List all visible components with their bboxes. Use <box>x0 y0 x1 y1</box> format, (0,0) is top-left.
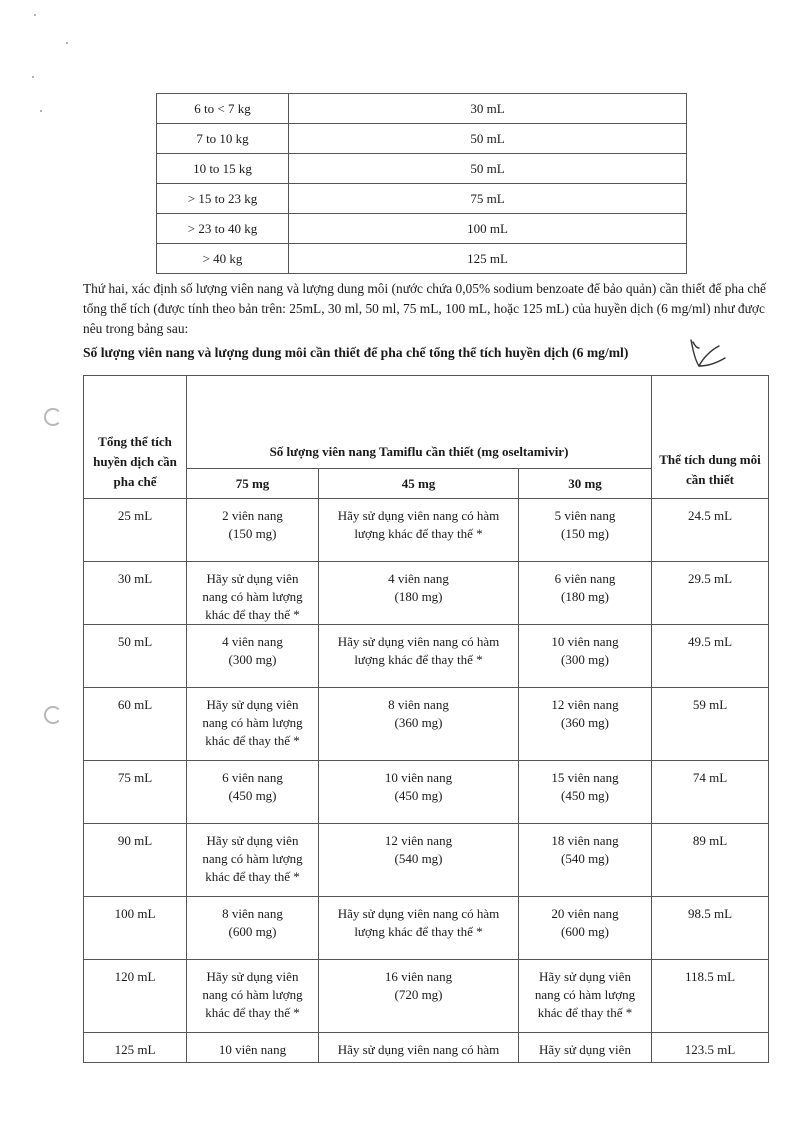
scan-speck <box>32 76 34 78</box>
capsule-count: Hãy sử dụng viên nang có hàm lượng khác để thay thế * <box>337 508 500 541</box>
capsule-cell-30mg <box>519 688 652 761</box>
capsule-cell-30mg <box>519 625 652 688</box>
weight-row <box>157 94 687 124</box>
capsule-count: 16 viên nang <box>384 969 453 984</box>
solvent-volume-cell: 74 mL <box>652 761 769 824</box>
capsule-count: 15 viên nang <box>551 770 619 785</box>
weight-row <box>157 124 687 154</box>
dosing-row <box>84 499 769 562</box>
dosing-row <box>84 1033 769 1063</box>
total-volume-cell: 75 mL <box>84 761 187 824</box>
scan-speck <box>66 42 68 44</box>
scan-speck <box>34 14 36 16</box>
capsule-dose: (540 mg) <box>394 851 443 866</box>
capsule-cell-75mg <box>187 761 319 824</box>
capsule-count: Hãy sử dụng viên nang có hàm lượng khác để thay thế * <box>337 634 500 667</box>
capsule-count: 8 viên nang <box>388 697 449 712</box>
weight-cell: > 40 kg <box>157 244 289 274</box>
capsule-dose: (360 mg) <box>394 715 443 730</box>
volume-cell: 50 mL <box>289 154 687 184</box>
scan-speck <box>40 110 42 112</box>
capsule-cell-75mg <box>187 897 319 960</box>
capsule-count: 6 viên nang <box>554 571 616 586</box>
weight-cell: 7 to 10 kg <box>157 124 289 154</box>
capsule-cell-30mg <box>519 499 652 562</box>
capsule-dose: (540 mg) <box>560 851 610 866</box>
volume-cell: 100 mL <box>289 214 687 244</box>
capsule-cell-75mg <box>187 499 319 562</box>
volume-cell: 50 mL <box>289 124 687 154</box>
capsule-cell-45mg <box>319 897 519 960</box>
capsule-count: 8 viên nang <box>222 906 283 921</box>
capsule-count: 18 viên nang <box>551 833 619 848</box>
header-solvent-volume: Thể tích dung môi cần thiết <box>652 376 769 499</box>
dosing-row <box>84 960 769 1033</box>
capsule-dose: (720 mg) <box>394 987 443 1002</box>
capsule-cell-45mg <box>319 688 519 761</box>
capsule-dose: (300 mg) <box>228 652 277 667</box>
capsule-dose: (450 mg) <box>560 788 610 803</box>
capsule-count: Hãy sử dụng viên nang có hàm lượng khác để thay thế * <box>534 969 636 1020</box>
solvent-volume-cell: 49.5 mL <box>652 625 769 688</box>
capsule-dose: (360 mg) <box>560 715 610 730</box>
capsule-dose: (150 mg) <box>228 526 277 541</box>
punch-hole <box>44 706 62 724</box>
volume-cell: 125 mL <box>289 244 687 274</box>
capsule-count: 20 viên nang <box>551 906 619 921</box>
capsule-count: Hãy sử dụng viên nang có hàm lượng khác để thay thế * <box>202 697 303 748</box>
capsule-count: Hãy sử dụng viên nang có hàm lượng khác để thay thế * <box>337 906 500 939</box>
solvent-volume-cell: 118.5 mL <box>652 960 769 1033</box>
capsule-count: Hãy sử dụng viên nang có hàm lượng khác để thay thế * <box>202 571 303 622</box>
capsule-dose: (150 mg) <box>560 526 610 541</box>
total-volume-cell: 120 mL <box>84 960 187 1033</box>
solvent-volume-cell: 29.5 mL <box>652 562 769 625</box>
capsule-count: Hãy sử dụng viên nang có hàm lượng khác để thay thế * <box>202 833 303 884</box>
total-volume-cell: 25 mL <box>84 499 187 562</box>
capsule-dose: (450 mg) <box>394 788 443 803</box>
capsule-count: Hãy sử dụng viên <box>539 1042 631 1057</box>
capsule-count: 10 viên nang <box>384 770 453 785</box>
capsule-cell-45mg <box>319 824 519 897</box>
capsule-cell-75mg <box>187 960 319 1033</box>
volume-cell: 75 mL <box>289 184 687 214</box>
solvent-volume-cell: 123.5 mL <box>652 1033 769 1063</box>
capsule-dose: (180 mg) <box>560 589 610 604</box>
capsule-count: Hãy sử dụng viên nang có hàm <box>337 1042 500 1057</box>
punch-hole <box>44 408 62 426</box>
header-capsules: Số lượng viên nang Tamiflu cần thiết (mg oseltamivir) <box>187 376 652 469</box>
instruction-paragraph: Thứ hai, xác định số lượng viên nang và lượng dung môi (nước chứa 0,05% sodium benzoate để bảo quản) cần thiết để pha chế tổng thể tích (được tính theo bản trên: 25mL, 30 ml, 50 ml, 75 mL, 100 mL, hoặc 125 mL) của huyền dịch (6 mg/ml) như được nêu trong bảng sau: <box>83 281 766 336</box>
weight-cell: 10 to 15 kg <box>157 154 289 184</box>
capsule-count: 10 viên nang <box>551 634 619 649</box>
dosing-row <box>84 824 769 897</box>
weight-row <box>157 154 687 184</box>
dosing-row <box>84 688 769 761</box>
solvent-volume-cell: 24.5 mL <box>652 499 769 562</box>
total-volume-cell: 50 mL <box>84 625 187 688</box>
capsule-count: 2 viên nang <box>222 508 283 523</box>
solvent-volume-cell: 98.5 mL <box>652 897 769 960</box>
capsule-cell-75mg <box>187 625 319 688</box>
weight-row <box>157 214 687 244</box>
handwritten-initial <box>685 336 729 374</box>
total-volume-cell: 100 mL <box>84 897 187 960</box>
capsule-count: Hãy sử dụng viên nang có hàm lượng khác để thay thế * <box>202 969 303 1020</box>
capsule-cell-30mg <box>519 761 652 824</box>
weight-cell: 6 to < 7 kg <box>157 94 289 124</box>
capsule-cell-45mg <box>319 960 519 1033</box>
weight-cell: > 23 to 40 kg <box>157 214 289 244</box>
capsule-count: 12 viên nang <box>384 833 453 848</box>
total-volume-cell: 30 mL <box>84 562 187 625</box>
capsule-count: 5 viên nang <box>554 508 616 523</box>
capsule-dose: (450 mg) <box>228 788 277 803</box>
weight-row <box>157 244 687 274</box>
solvent-volume-cell: 89 mL <box>652 824 769 897</box>
dosing-row <box>84 897 769 960</box>
capsule-dose: (300 mg) <box>560 652 610 667</box>
capsule-count: 6 viên nang <box>222 770 283 785</box>
header-45mg: 45 mg <box>319 469 519 499</box>
capsule-cell-45mg <box>319 1033 519 1063</box>
capsule-cell-30mg <box>519 824 652 897</box>
capsule-dose: (180 mg) <box>394 589 443 604</box>
capsule-dose: (600 mg) <box>228 924 277 939</box>
dosing-row <box>84 562 769 625</box>
capsule-count: 4 viên nang <box>222 634 283 649</box>
capsule-cell-75mg <box>187 824 319 897</box>
capsule-cell-30mg <box>519 960 652 1033</box>
capsule-count: 10 viên nang <box>218 1042 287 1057</box>
capsule-count: 12 viên nang <box>551 697 619 712</box>
capsule-cell-45mg <box>319 562 519 625</box>
header-75mg: 75 mg <box>187 469 319 499</box>
capsule-cell-30mg <box>519 897 652 960</box>
solvent-volume-cell: 59 mL <box>652 688 769 761</box>
capsule-count: 4 viên nang <box>388 571 449 586</box>
capsule-cell-75mg <box>187 1033 319 1063</box>
header-30mg: 30 mg <box>519 469 652 499</box>
dosing-row <box>84 761 769 824</box>
table-caption: Số lượng viên nang và lượng dung môi cần thiết để pha chế tổng thể tích huyền dịch (6 mg/ml) <box>83 345 629 360</box>
weight-cell: > 15 to 23 kg <box>157 184 289 214</box>
weight-row <box>157 184 687 214</box>
dosing-table <box>83 375 769 1063</box>
capsule-cell-45mg <box>319 499 519 562</box>
capsule-cell-45mg <box>319 625 519 688</box>
total-volume-cell: 60 mL <box>84 688 187 761</box>
capsule-dose: (600 mg) <box>560 924 610 939</box>
capsule-cell-75mg <box>187 562 319 625</box>
capsule-cell-30mg <box>519 1033 652 1063</box>
capsule-cell-30mg <box>519 562 652 625</box>
capsule-cell-45mg <box>319 761 519 824</box>
header-total-volume: Tổng thể tích huyền dịch cần pha chế <box>84 376 187 499</box>
dosing-row <box>84 625 769 688</box>
volume-cell: 30 mL <box>289 94 687 124</box>
capsule-cell-75mg <box>187 688 319 761</box>
total-volume-cell: 125 mL <box>84 1033 187 1063</box>
total-volume-cell: 90 mL <box>84 824 187 897</box>
weight-volume-table <box>156 93 687 274</box>
